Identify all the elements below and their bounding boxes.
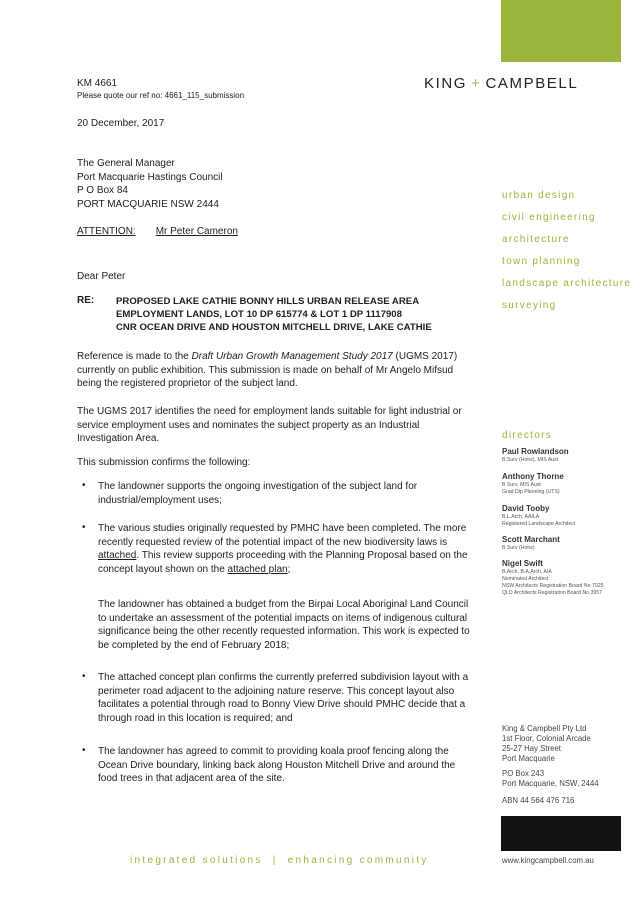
service-item: town planning (502, 256, 581, 267)
director-name: David Tooby (502, 504, 550, 513)
re-subject (116, 295, 486, 334)
company-logo (424, 75, 578, 92)
qualification-line: B.Arch, B.A.Arch, AIA (502, 569, 552, 575)
re-label: RE: (77, 295, 95, 306)
logo-plus-sign: + (471, 75, 482, 92)
director-qualifications (502, 545, 535, 552)
address-line: P O Box 84 (77, 185, 128, 196)
director-name: Anthony Thorne (502, 472, 564, 481)
letter-date: 20 December, 2017 (77, 118, 165, 129)
company-line: 1st Floor, Colonial Arcade (502, 734, 591, 743)
abn-number: ABN 44 564 476 716 (502, 796, 575, 805)
file-reference: KM 4661 (77, 78, 118, 89)
address-line: Port Macquarie Hastings Council (77, 171, 223, 183)
paragraph-confirms: This submission confirms the following: (77, 457, 251, 468)
qualification-line: Registered Landscape Architect (502, 521, 576, 527)
re-line: PROPOSED LAKE CATHIE BONNY HILLS URBAN RELEASE AREA (116, 296, 420, 307)
bullet-marker: • (82, 522, 86, 533)
bullet-item: The attached concept plan confirms the currently preferred subdivision layout with a perimeter road adjacent to the adjoining nature reserve. This concept layout also facilitates a potential through road to Bonny View Drive should PMHC decide that a through road in this location is required; and (98, 672, 469, 724)
services-list (502, 185, 631, 317)
header-accent-block (501, 0, 621, 62)
company-line: 25-27 Hay Street (502, 744, 561, 753)
tagline-left: integrated solutions (130, 855, 263, 866)
qualification-line: B Surv (Hons) (502, 545, 535, 551)
attached-plan-link[interactable]: attached plan (227, 563, 288, 575)
website-link[interactable]: www.kingcampbell.com.au (502, 856, 594, 865)
logo-right-word: CAMPBELL (485, 75, 579, 92)
attached-review-link[interactable]: attached (98, 550, 137, 561)
postal-line: PO Box 243 (502, 769, 545, 778)
director-name: Scott Marchant (502, 535, 560, 544)
re-line: CNR OCEAN DRIVE AND HOUSTON MITCHELL DRIVE, LAKE CATHIE (116, 322, 432, 333)
bullet-item: The landowner supports the ongoing investigation of the subject land for industrial/employment uses; (98, 481, 418, 506)
salutation: Dear Peter (77, 271, 126, 282)
footer-tagline (130, 855, 429, 866)
company-address (502, 724, 599, 789)
director-qualifications (502, 457, 558, 464)
bullet-text: . This review supports proceeding with the Planning Proposal based on the concept layout shown on the (98, 550, 468, 575)
quote-reference: Please quote our ref no: 4661_115_submission (77, 91, 245, 100)
service-item: urban design (502, 190, 576, 201)
service-item: architecture (502, 234, 570, 245)
directors-heading: directors (502, 430, 553, 441)
qualification-line: B.Surv (Hons), MIS Aust (502, 457, 559, 463)
attention-line (77, 226, 238, 237)
recipient-address (77, 157, 223, 211)
para-text: (UGMS 2017) currently on public exhibition. This submission is made on behalf of Mr Angelo Mifsud being the registered proprietor of the subject land. (77, 351, 458, 389)
study-title: Draft Urban Growth Management Study 2017 (191, 351, 393, 362)
re-line: EMPLOYMENT LANDS, LOT 10 DP 615774 & LOT 1 DP 1117908 (116, 309, 402, 320)
bullet-subparagraph: The landowner has obtained a budget from the Birpai Local Aboriginal Land Council to undertake an assessment of the potential impacts on items of indigenous cultural significance being the other recently requested information. This work is expected to be completed by the end of February 2018; (98, 599, 470, 651)
paragraph-ugms: The UGMS 2017 identifies the need for employment lands suitable for light industrial or service employment uses and nominates the subject property as an Industrial Investigation Area. (77, 406, 462, 444)
qualification-line: QLD Architects Registration Board No 3957 (502, 590, 603, 596)
tagline-separator: | (272, 855, 278, 866)
director-name: Nigel Swift (502, 559, 543, 568)
qualification-line: Nominated Architect (502, 576, 549, 582)
footer-dark-block (501, 816, 621, 851)
qualification-line: B Surv, MIS Aust (502, 482, 541, 488)
director-qualifications (502, 569, 604, 597)
address-line: The General Manager (77, 158, 175, 169)
logo-left-word: KING (424, 75, 468, 92)
company-line: King & Campbell Pty Ltd (502, 724, 587, 733)
bullet-marker: • (82, 480, 86, 491)
bullet-marker: • (82, 671, 86, 682)
attention-name: Mr Peter Cameron (155, 226, 238, 237)
service-item: surveying (502, 300, 557, 311)
para-text: Reference is made to the (77, 351, 192, 362)
tagline-right: enhancing community (287, 855, 429, 866)
bullet-marker: • (82, 745, 86, 756)
director-name: Paul Rowlandson (502, 447, 569, 456)
address-line: PORT MACQUARIE NSW 2444 (77, 198, 219, 210)
bullet-item (98, 522, 473, 576)
bullet-text: The various studies originally requested by PMHC have been completed. The more recently requested review of the potential impact of the new biodiversity laws is (98, 523, 467, 548)
bullet-item: The landowner has agreed to commit to providing koala proof fencing along the Ocean Drive boundary, linking back along Houston Mitchell Drive and around the food trees in that adjacent area of the site. (98, 746, 456, 784)
service-item: landscape architecture (502, 278, 632, 289)
service-item: civil engineering (502, 212, 596, 223)
qualification-line: Grad Dip Planning (UTS) (502, 489, 560, 495)
bullet-text: ; (287, 563, 291, 575)
paragraph-reference (77, 350, 477, 391)
director-qualifications (502, 514, 575, 528)
postal-line: Port Macquarie, NSW, 2444 (502, 779, 599, 788)
qualification-line: NSW Architects Registration Board No 7025 (502, 583, 604, 589)
director-qualifications (502, 482, 560, 496)
qualification-line: B.L.Arch, AAILA (502, 514, 540, 520)
attention-label: ATTENTION: (77, 226, 136, 237)
company-line: Port Macquarie (502, 754, 555, 763)
